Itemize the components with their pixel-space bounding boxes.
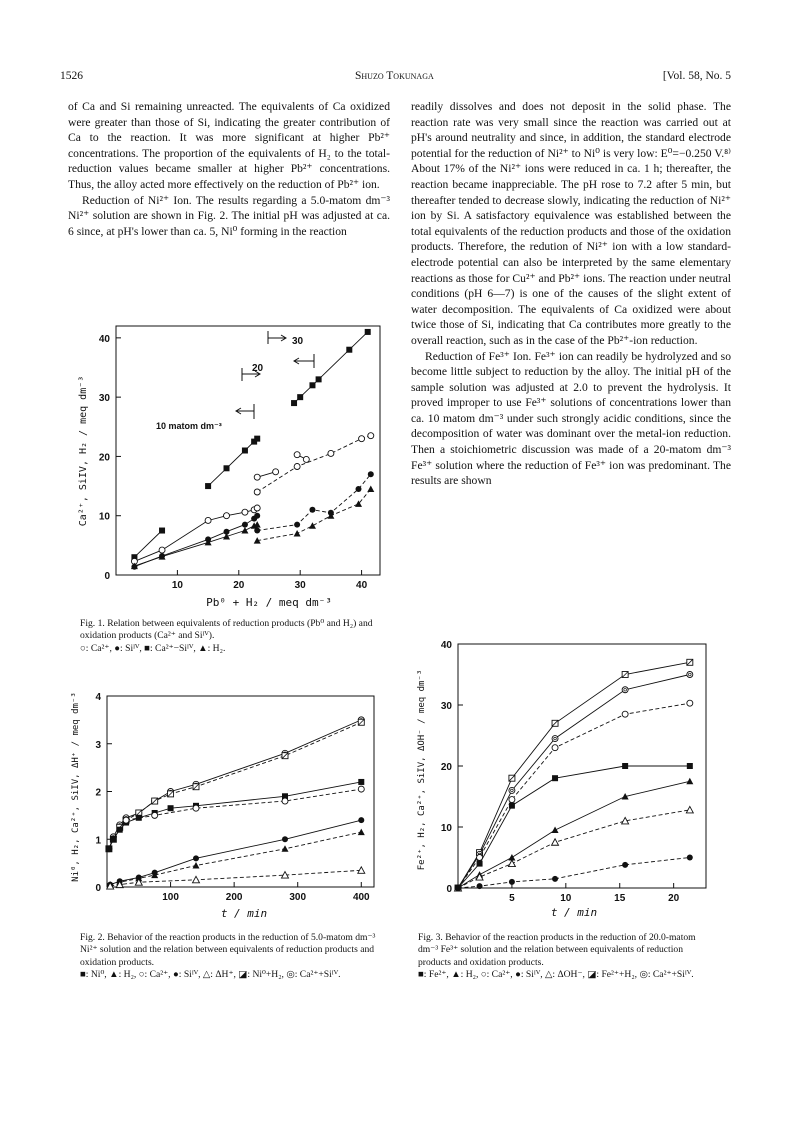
x-tick-label: 20 — [233, 580, 245, 591]
x-tick-label: 20 — [668, 893, 680, 904]
figure-2-ylabel: Ni⁰, H₂, Ca²⁺, SiIV, ΔH⁺ / meq dm⁻³ — [71, 692, 81, 882]
axis-origin-label: 0 — [95, 883, 101, 894]
data-point — [687, 672, 693, 678]
data-point — [193, 805, 199, 811]
data-point — [622, 687, 628, 693]
data-point — [282, 845, 289, 852]
data-point — [193, 876, 200, 883]
data-point — [254, 474, 260, 480]
paragraph: of Ca and Si remaining unreacted. The equivalents of Ca oxidized were greater than those of Si, indicating the greater contribution of Ca to the reaction. It was more significant at higher Pb²⁺ concentrations. The proportion of the equivalents of H₂ to the total-reduction values became smaller at higher Pb²⁺ concentrations. Thus, the alloy acted more effectively on the reduction of Pb²⁺ ion. — [68, 100, 390, 191]
x-tick-label: 400 — [352, 892, 370, 903]
data-point — [552, 720, 558, 726]
series-line — [110, 832, 361, 885]
bracket-arrow — [236, 404, 254, 419]
series-line — [257, 474, 371, 530]
data-point — [687, 700, 693, 706]
data-point — [294, 530, 301, 537]
series-line — [109, 782, 361, 849]
y-tick-label: 1 — [95, 835, 101, 847]
data-point — [346, 347, 352, 353]
data-point — [152, 798, 158, 804]
x-tick-label: 10 — [171, 580, 183, 591]
data-point — [477, 883, 483, 889]
series-line — [134, 531, 162, 558]
series-line — [458, 766, 690, 888]
data-point — [254, 436, 260, 442]
figure-1-caption-text: Fig. 1. Relation between equivalents of reduction products (Pb⁰ and H₂) and oxidation products (Ca²⁺ and Siᴵⱽ). — [80, 618, 373, 642]
data-point — [509, 879, 515, 885]
figure-2-xlabel: t / min — [220, 907, 268, 920]
paragraph: Reduction of Fe³⁺ Ion. Fe³⁺ ion can readily be hydrolyzed and so become little subject to reduction by the alloy. The initial pH of the sample solution was adjusted at 2.0 to prevent the hydrolysis. It proved improper to use Fe³⁺ solutions of concentrations lower than ca. 10 matom dm⁻³ under such strongly acidic conditions, since the decomposition of water was dominant over the metal-ion reduction. Then a stoichiometric discussion was made of a 20-matom dm⁻³ Fe³⁺ solution where the reduction of Fe³⁺ ion was predominant. The results are shown — [411, 349, 731, 488]
data-point — [477, 861, 483, 867]
data-point — [622, 711, 628, 717]
data-point — [205, 517, 211, 523]
data-point — [509, 787, 515, 793]
running-volume: [Vol. 58, No. 5 — [662, 70, 731, 82]
x-tick-label: 15 — [614, 893, 626, 904]
y-tick-label: 10 — [440, 823, 452, 834]
data-point — [309, 522, 316, 529]
figure-1-xlabel: Pb⁰ + H₂ / meq dm⁻³ — [206, 596, 332, 609]
data-point — [294, 522, 300, 528]
data-point — [193, 862, 200, 869]
data-point — [193, 855, 199, 861]
data-point — [282, 836, 288, 842]
data-point — [242, 448, 248, 454]
x-tick-label: 40 — [356, 580, 368, 591]
left-column-text — [68, 99, 390, 239]
figure-1-annotation: 20 — [252, 363, 264, 374]
data-point — [316, 376, 322, 382]
data-point — [297, 394, 303, 400]
series-line — [110, 870, 361, 886]
axis-origin-label: 0 — [446, 884, 452, 895]
x-tick-label: 100 — [162, 892, 179, 903]
figure-2-caption — [80, 932, 380, 982]
y-tick-label: 30 — [440, 701, 452, 712]
figure-1-annotation: 30 — [292, 336, 304, 347]
data-point — [193, 784, 199, 790]
series-line — [134, 525, 257, 567]
data-point — [552, 876, 558, 882]
data-point — [356, 486, 362, 492]
running-author: Shuzo Tokunaga — [355, 70, 434, 82]
data-point — [291, 400, 297, 406]
data-point — [328, 450, 334, 456]
data-point — [508, 860, 515, 867]
data-point — [687, 659, 693, 665]
series-line — [126, 789, 361, 820]
data-point — [303, 456, 309, 462]
y-tick-label: 10 — [98, 511, 110, 523]
figure-3-xlabel: t / min — [550, 906, 598, 919]
data-point — [359, 436, 365, 442]
data-point — [224, 513, 230, 519]
data-point — [367, 486, 374, 493]
data-point — [152, 812, 158, 818]
data-point — [159, 528, 165, 534]
data-point — [368, 471, 374, 477]
data-point — [168, 791, 174, 797]
data-point — [294, 452, 300, 458]
data-point — [106, 846, 112, 852]
data-point — [687, 763, 693, 769]
page-number: 1526 — [60, 70, 83, 82]
data-point — [365, 329, 371, 335]
figure-1-legend-text: ○: Ca²⁺, ●: Siᴵⱽ, ■: Ca²⁺−Siᴵⱽ, ▲: H₂. — [80, 642, 226, 654]
series-line — [257, 436, 371, 492]
data-point — [254, 505, 260, 511]
data-point — [159, 547, 165, 553]
data-point — [224, 465, 230, 471]
figure-2-caption-text: Fig. 2. Behavior of the reaction products in the reduction of 5.0-matom dm⁻³ Ni²⁺ solution and the relation between equivalents of reduction products and oxidation products. — [80, 932, 376, 968]
data-point — [205, 483, 211, 489]
data-point — [309, 382, 315, 388]
data-point — [622, 763, 628, 769]
x-tick-label: 5 — [509, 893, 515, 904]
series-line — [458, 675, 690, 889]
bracket-arrow — [294, 354, 314, 368]
series-line — [458, 858, 690, 889]
right-column-text — [411, 99, 731, 489]
data-point — [242, 522, 248, 528]
figure-3-chart — [404, 630, 726, 922]
data-point — [254, 513, 260, 519]
figure-1-ylabel: Ca²⁺, SiIV, H₂ / meq dm⁻³ — [78, 375, 89, 527]
data-point — [687, 855, 693, 861]
y-tick-label: 4 — [95, 692, 101, 703]
data-point — [509, 775, 515, 781]
series-line — [294, 332, 368, 403]
figure-3-legend-text: ■: Fe²⁺, ▲: H₂, ○: Ca²⁺, ●: Siᴵⱽ, △: ΔOH⁻, ◪: Fe²⁺+H₂, ◎: Ca²⁺+Siᴵⱽ. — [418, 969, 694, 981]
figure-1-caption — [80, 618, 378, 655]
data-point — [309, 507, 315, 513]
y-tick-label: 40 — [440, 640, 452, 651]
y-tick-label: 20 — [98, 452, 110, 464]
paragraph: Reduction of Ni²⁺ Ion. The results regarding a 5.0-matom dm⁻³ Ni²⁺ solution are shown in Fig. 2. The initial pH was adjusted at ca. 6 since, at pH's lower than ca. 5, Ni⁰ forming in the reaction — [68, 193, 390, 238]
x-tick-label: 30 — [294, 580, 306, 591]
data-point — [168, 805, 174, 811]
data-point — [552, 745, 558, 751]
y-tick-label: 30 — [98, 393, 110, 405]
figure-2-chart — [64, 684, 390, 924]
data-point — [282, 798, 288, 804]
y-tick-label: 20 — [440, 762, 452, 773]
data-point — [509, 803, 515, 809]
data-point — [223, 533, 230, 540]
x-tick-label: 200 — [225, 892, 243, 903]
y-tick-label: 3 — [95, 739, 101, 751]
figure-3-caption-text: Fig. 3. Behavior of the reaction products in the reduction of 20.0-matom dm⁻³ Fe³⁺ solution and the relation between equivalents of reduction products and oxidation products. — [418, 932, 696, 968]
bracket-arrow — [268, 331, 286, 344]
series-line — [458, 781, 690, 888]
figure-3-ylabel: Fe²⁺, H₂, Ca²⁺, SiIV, ΔOH⁻ / meq dm⁻³ — [417, 669, 427, 871]
series-line — [134, 508, 257, 561]
data-point — [254, 489, 260, 495]
series-line — [257, 489, 371, 541]
data-point — [368, 433, 374, 439]
paragraph: readily dissolves and does not deposit in the solid phase. The reaction rate was very small since the reaction was carried out at pH's around neutrality and since, in addition, the standard electrode potential for the reduction of Ni²⁺ to Ni⁰ is very low: E⁰=−0.250 V.⁸⁾ About 17% of the Ni²⁺ ions were reduced in ca. 1 h; thereafter, the reaction became inappreciable. The pH rose to 7.2 after 5 min, but thereafter tended to decrease slowly, indicating the reduction of Ni²⁺ ion by Si. A satisfactory equivalence was established between the total equivalents of the reduction products and those of the oxidation products. Therefore, the redution of Ni²⁺ ion with a low standard-electrode potential can also be interpreted by the same elementary reactions as those for Cu²⁺ and Pb²⁺ ions. The reaction under neutral conditions (pH 6—7) is one of the causes of the slight extent of water decomposition. The equivalents of Ca oxidized were about twice those of Si, indicating that Ca contributes more greatly to the overall reaction, such as in the case of the Pb²⁺-ion reduction. — [411, 100, 731, 347]
data-point — [123, 817, 129, 823]
figure-3-caption — [418, 932, 718, 982]
data-point — [622, 862, 628, 868]
figure-2-legend-text: ■: Ni⁰, ▲: H₂, ○: Ca²⁺, ●: Siᴵⱽ, △: ΔH⁺, ◪: Ni⁰+H₂, ◎: Ca²⁺+Siᴵⱽ. — [80, 969, 341, 981]
data-point — [358, 786, 364, 792]
data-point — [242, 509, 248, 515]
plot-frame — [116, 326, 380, 575]
x-tick-label: 10 — [560, 893, 572, 904]
data-point — [686, 806, 693, 813]
data-point — [241, 527, 248, 534]
series-line — [110, 820, 361, 884]
data-point — [455, 885, 461, 891]
data-point — [110, 836, 116, 842]
data-point — [358, 779, 364, 785]
series-line — [208, 439, 257, 487]
data-point — [117, 827, 123, 833]
data-point — [686, 778, 693, 785]
data-point — [552, 775, 558, 781]
data-point — [294, 464, 300, 470]
data-point — [358, 829, 365, 836]
data-point — [358, 817, 364, 823]
data-point — [509, 797, 515, 803]
data-point — [622, 672, 628, 678]
axis-origin-label: 0 — [104, 571, 110, 582]
data-point — [273, 469, 279, 475]
x-tick-label: 300 — [289, 892, 307, 903]
data-point — [552, 839, 559, 846]
data-point — [552, 736, 558, 742]
y-tick-label: 40 — [98, 333, 110, 345]
figure-1-chart — [64, 316, 390, 611]
series-line — [458, 703, 690, 888]
data-point — [552, 827, 559, 834]
plot-frame — [107, 696, 374, 887]
data-point — [358, 719, 364, 725]
data-point — [282, 753, 288, 759]
figure-1-annotation: 10 matom dm⁻³ — [156, 421, 222, 431]
y-tick-label: 2 — [95, 787, 101, 799]
series-line — [134, 516, 257, 567]
